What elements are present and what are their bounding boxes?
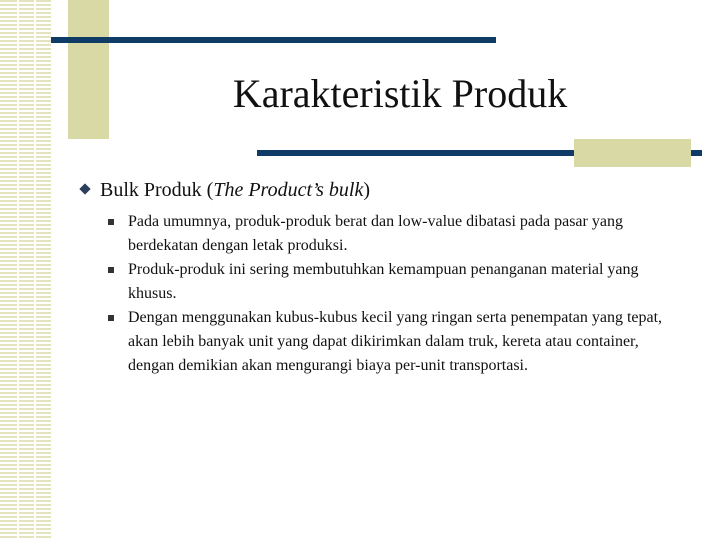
main-bullet-emphasis: The Product’s bulk bbox=[213, 179, 364, 201]
accent-bar-top bbox=[51, 37, 496, 43]
sub-bullet-item bbox=[78, 258, 688, 306]
main-bullet-text: Bulk Produk ( bbox=[100, 179, 214, 201]
square-bullet-icon bbox=[108, 315, 114, 321]
square-bullet-icon bbox=[108, 267, 114, 273]
main-bullet bbox=[78, 176, 688, 204]
sub-bullet-text: Produk-produk ini sering membutuhkan kemampuan penanganan material yang khusus. bbox=[128, 261, 639, 302]
sub-bullet-list bbox=[78, 210, 688, 378]
sub-bullet-item bbox=[78, 306, 688, 378]
decorative-block-right bbox=[574, 139, 691, 167]
slide-body bbox=[78, 176, 688, 378]
square-bullet-icon bbox=[108, 219, 114, 225]
diamond-bullet-icon bbox=[79, 183, 90, 194]
sub-bullet-text: Dengan menggunakan kubus-kubus kecil yang ringan serta penempatan yang tepat, akan lebih banyak unit yang dapat dikirimkan dalam truk, kereta atau container, dengan demikian akan mengurangi biaya per-unit transportasi. bbox=[128, 309, 663, 374]
sub-bullet-text: Pada umumnya, produk-produk berat dan low-value dibatasi pada pasar yang berdekatan dengan letak produksi. bbox=[128, 213, 623, 254]
main-bullet-trail: ) bbox=[363, 179, 371, 201]
slide-title: Karakteristik Produk bbox=[232, 71, 568, 116]
decorative-stripes bbox=[0, 0, 51, 540]
decorative-block-left bbox=[68, 0, 109, 139]
sub-bullet-item bbox=[78, 210, 688, 258]
